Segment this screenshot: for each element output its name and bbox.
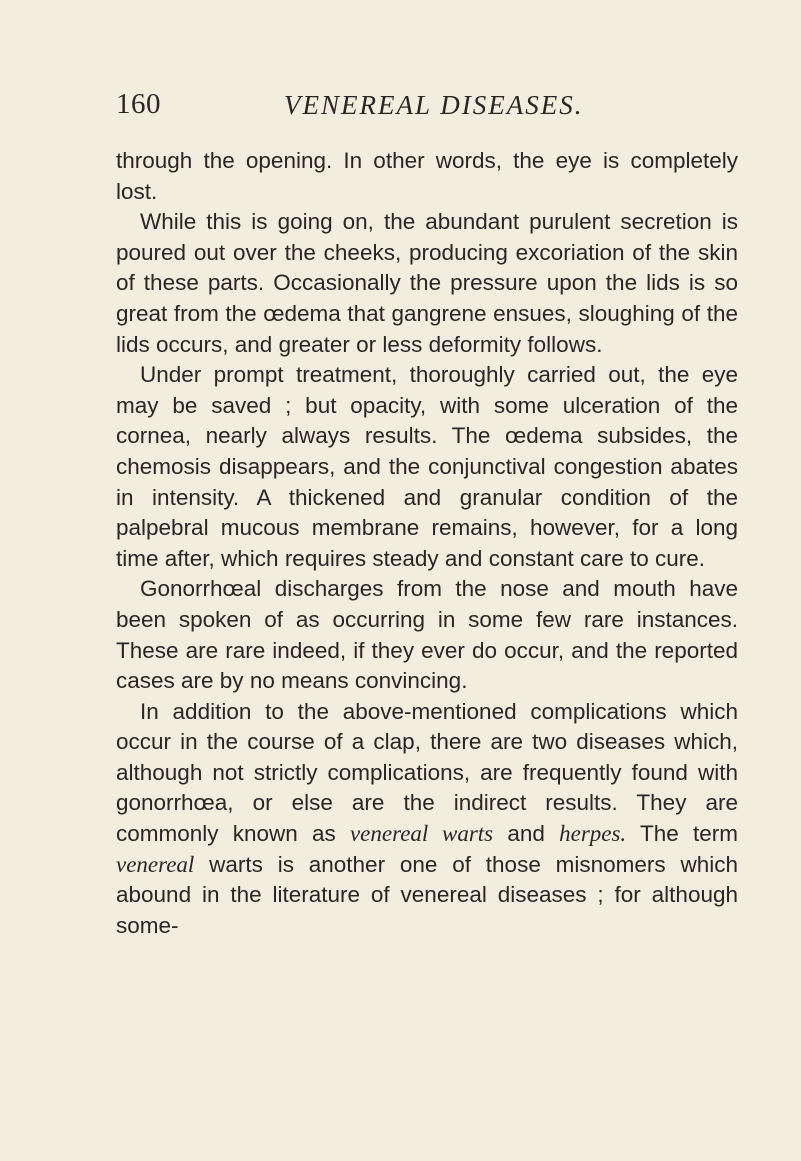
italic-term: venereal <box>116 851 195 877</box>
body-text <box>116 146 738 941</box>
text-run: In addition to the above-mentioned complications which occur in the course of a clap, there are two diseases which, although not strictly complications, are frequently found with gonorrhœa, or else are the indirect results. They are commonly known as <box>116 698 738 847</box>
paragraph-final <box>116 697 738 942</box>
page-number: 160 <box>116 88 161 120</box>
paragraph: Under prompt treatment, thoroughly carried out, the eye may be saved ; but opacity, with some ulceration of the cornea, nearly always results. The œdema subsides, the chemosis disappears, and the conjunctival congestion abates in intensity. A thickened and granular condition of the palpebral mucous membrane remains, however, for a long time after, which requires steady and constant care to cure. <box>116 362 738 571</box>
paragraph: While this is going on, the abundant purulent secretion is poured out over the cheeks, producing excoriation of the skin of these parts. Occasionally the pressure upon the lids is so great from the œdema that gangrene ensues, sloughing of the lids occurs, and greater or less deformity follows. <box>116 209 738 357</box>
text-run: warts is another one of those misnomers which abound in the literature of venereal diseases ; for although some- <box>116 851 738 938</box>
text-run: and <box>493 821 560 847</box>
page-header <box>116 88 741 128</box>
running-head: VENEREAL DISEASES. <box>284 90 584 120</box>
paragraph: Gonorrhœal discharges from the nose and mouth have been spoken of as occurring in some few rare instances. These are rare indeed, if they ever do occur, and the reported cases are by no means convincing. <box>116 576 738 694</box>
text-run: The term <box>626 821 738 847</box>
paragraph-continued: through the opening. In other words, the eye is completely lost. <box>116 148 738 204</box>
italic-term: venereal warts <box>349 821 494 847</box>
italic-term: herpes. <box>559 821 627 847</box>
